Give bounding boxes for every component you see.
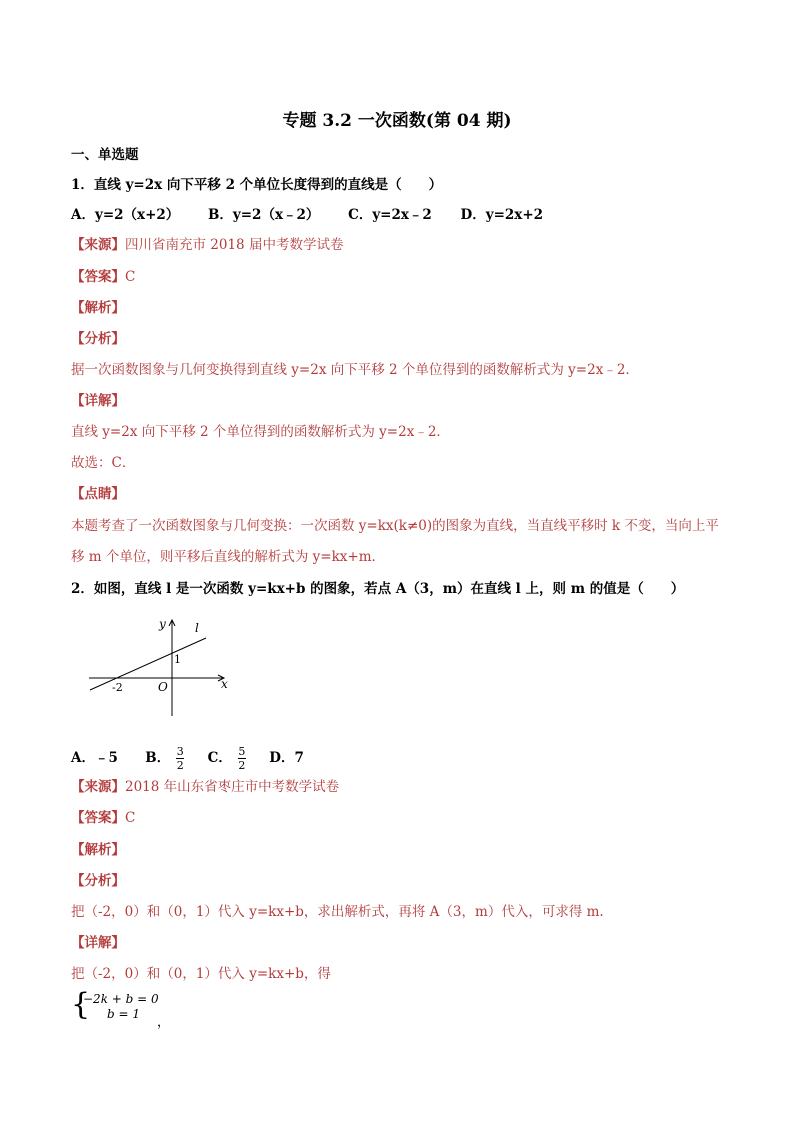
- q1-analysis-tag: 【解析】: [71, 300, 125, 316]
- line-l: [90, 638, 206, 690]
- q2-option-d: D．7: [269, 750, 304, 766]
- q1-detail-text: 直线 y=2x 向下平移 2 个单位得到的函数解析式为 y=2x﹣2．: [71, 424, 450, 440]
- q2-detail-tag: 【详解】: [71, 935, 125, 951]
- q1-option-b: B．y=2（x﹣2）: [207, 207, 320, 223]
- source-tag: 【来源】: [71, 237, 125, 253]
- answer-tag: 【答案】: [71, 810, 125, 826]
- q2-options: [71, 744, 304, 772]
- section-heading: 一、单选题: [71, 147, 139, 163]
- q2-graph: [86, 612, 246, 722]
- q2-fenxi-text: 把（-2，0）和（0，1）代入 y=kx+b，求出解析式，再将 A（3，m）代入，可求得 m.: [71, 904, 604, 920]
- brace: {: [71, 987, 91, 1022]
- answer-tag: 【答案】: [71, 269, 125, 285]
- source-tag: 【来源】: [71, 779, 125, 795]
- q1-point-tag: 【点睛】: [71, 486, 125, 502]
- q2-option-b-prefix: B．: [145, 750, 171, 766]
- fraction-denominator: 2: [238, 759, 246, 772]
- answer-text: C: [125, 269, 136, 285]
- q2-detail-text: 把（-2，0）和（0，1）代入 y=kx+b，得: [71, 966, 331, 982]
- q1-source: [71, 236, 343, 254]
- source-text: 四川省南充市 2018 届中考数学试卷: [125, 237, 344, 253]
- x-axis-label: x: [221, 677, 228, 691]
- fraction-numerator: 3: [176, 745, 184, 758]
- q2-analysis-tag: 【解析】: [71, 842, 125, 858]
- q1-options: [71, 206, 567, 224]
- y-tick-label: 1: [174, 653, 181, 666]
- q2-fenxi-tag: 【分析】: [71, 873, 125, 889]
- q2-option-c-fraction: [238, 745, 246, 772]
- y-axis-label: y: [159, 617, 166, 631]
- fraction-denominator: 2: [176, 759, 184, 772]
- line-label: l: [195, 621, 199, 635]
- q1-point-line2: 移 m 个单位，则平移后直线的解析式为 y=kx+m．: [71, 549, 386, 565]
- equation-1: −2k + b = 0: [83, 992, 159, 1006]
- page-title: 专题 3.2 一次函数(第 04 期): [282, 111, 512, 131]
- q1-option-d: D．y=2x+2: [460, 207, 544, 223]
- q1-fenxi-text: 据一次函数图象与几何变换得到直线 y=2x 向下平移 2 个单位得到的函数解析式为 y=2x﹣2．: [71, 362, 639, 378]
- q2-option-b-fraction: [176, 745, 184, 772]
- source-text: 2018 年山东省枣庄市中考数学试卷: [125, 779, 340, 795]
- q1-point-line1: 本题考查了一次函数图象与几何变换：一次函数 y=kx(k≠0)的图象为直线，当直线平移时 k 不变，当向上平: [71, 518, 719, 534]
- x-tick-label: -2: [112, 681, 123, 694]
- q2-answer: [71, 809, 135, 827]
- q1-answer: [71, 268, 135, 286]
- q1-choose-text: 故选：C．: [71, 455, 136, 471]
- q1-option-a: A．y=2（x+2）: [71, 207, 180, 223]
- q2-option-c-prefix: C．: [207, 750, 232, 766]
- equation-2: b = 1: [107, 1007, 140, 1021]
- answer-text: C: [125, 810, 136, 826]
- q1-option-c: C．y=2x﹣2: [348, 207, 432, 223]
- q2-source: [71, 778, 339, 796]
- q2-option-a: A．﹣5: [71, 750, 118, 766]
- q2-stem: 2．如图，直线 l 是一次函数 y=kx+b 的图象，若点 A（3，m）在直线 l 上，则 m 的值是（ ）: [71, 581, 685, 597]
- q1-detail-tag: 【详解】: [71, 393, 125, 409]
- equation-tail: ，: [157, 1015, 171, 1030]
- fraction-numerator: 5: [238, 745, 246, 758]
- origin-label: O: [158, 680, 168, 694]
- q1-fenxi-tag: 【分析】: [71, 331, 125, 347]
- q1-stem: 1．直线 y=2x 向下平移 2 个单位长度得到的直线是（ ）: [71, 177, 443, 193]
